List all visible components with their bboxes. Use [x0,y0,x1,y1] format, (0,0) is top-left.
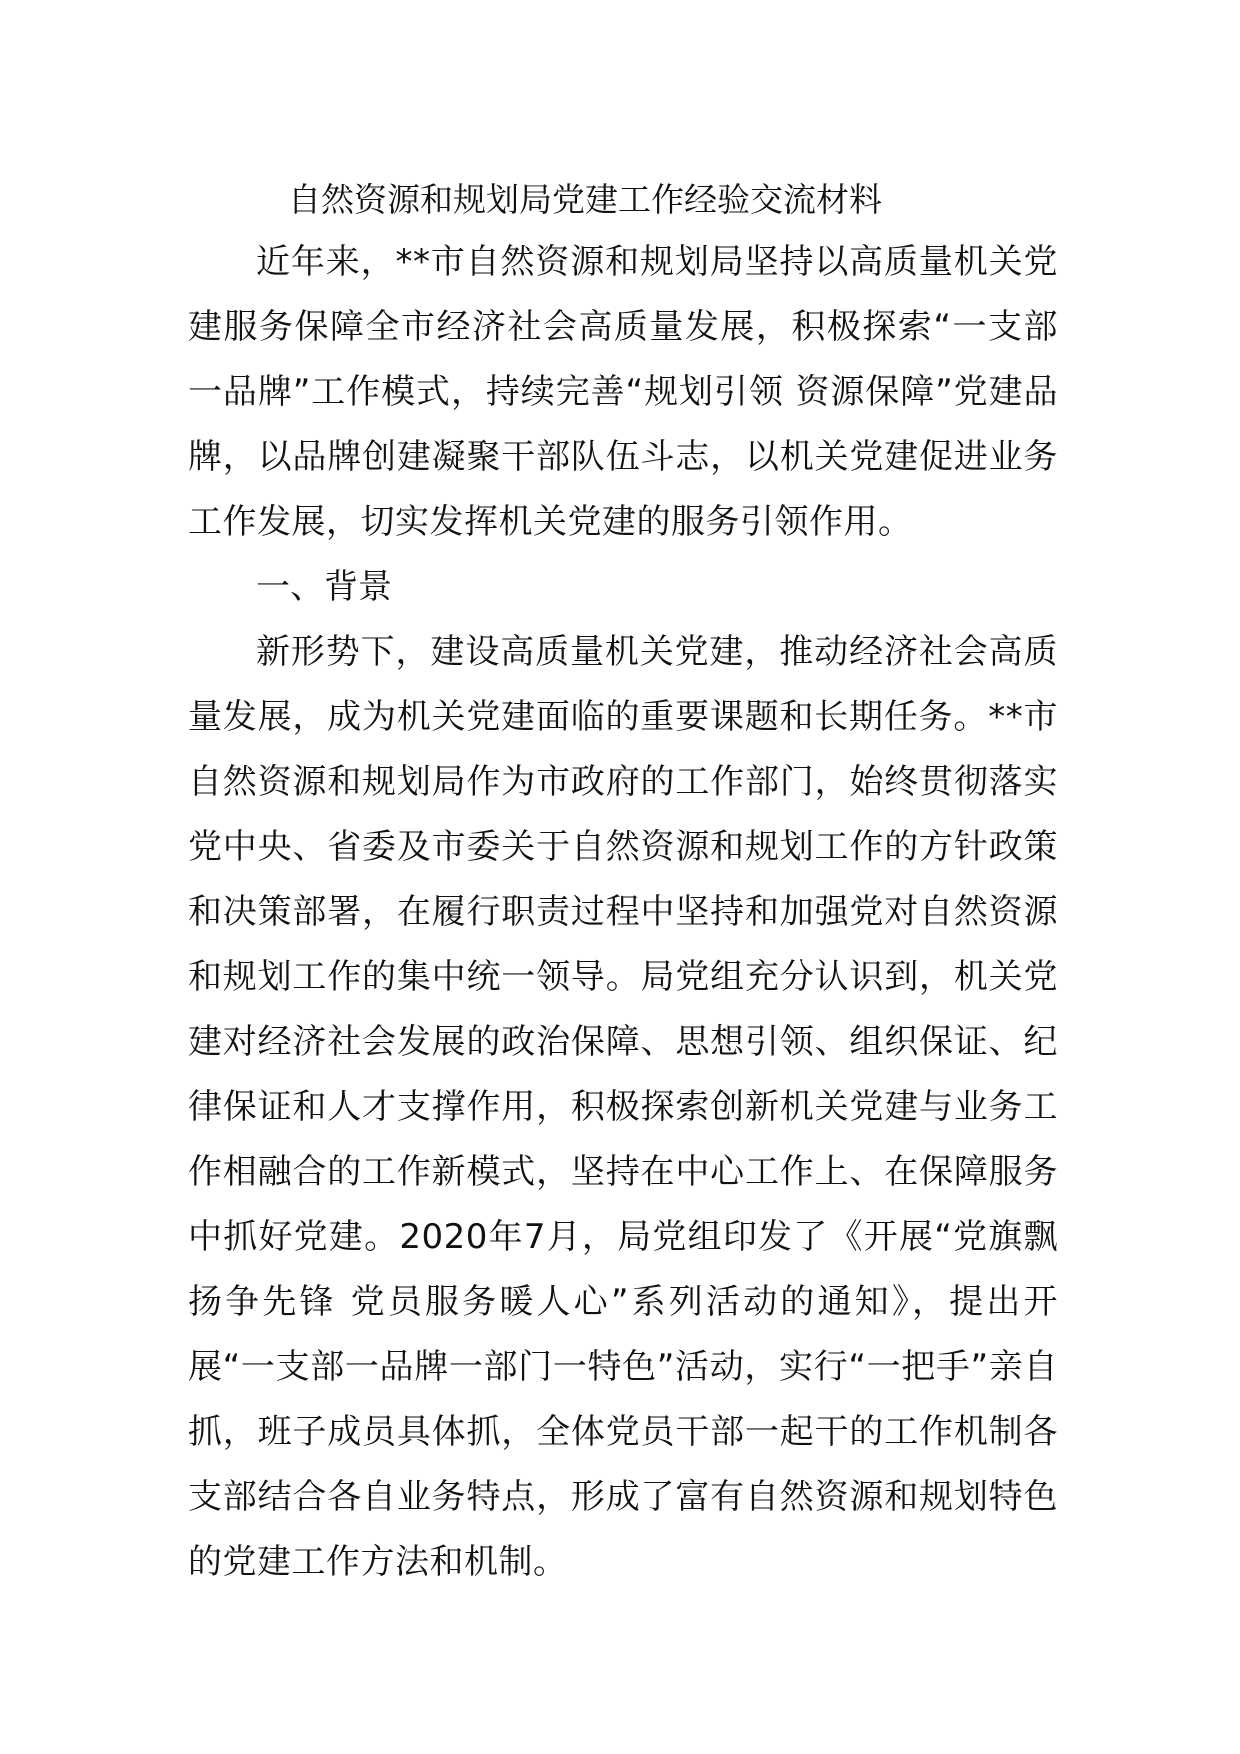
document-body [188,170,1058,1595]
document-title: 自然资源和规划局党建工作经验交流材料 [288,180,882,219]
section-heading: 一、背景 [256,567,392,607]
intro-paragraph: 近年来，**市自然资源和规划局坚持以高质量机关党建服务保障全市经济社会高质量发展，积极探索“一支部一品牌”工作模式，持续完善“规划引领 资源保障”党建品牌，以品牌创建凝聚干部队伍斗志，以机关党建促进业务工作发展，切实发挥机关党建的服务引领作用。 [188,242,1058,542]
section-paragraph: 新形势下，建设高质量机关党建，推动经济社会高质量发展，成为机关党建面临的重要课题和长期任务。**市自然资源和规划局作为市政府的工作部门，始终贯彻落实党中央、省委及市委关于自然资源和规划工作的方针政策和决策部署，在履行职责过程中坚持和加强党对自然资源和规划工作的集中统一领导。局党组充分认识到，机关党建对经济社会发展的政治保障、思想引领、组织保证、纪律保证和人才支撑作用，积极探索创新机关党建与业务工作相融合的工作新模式，坚持在中心工作上、在保障服务中抓好党建。2020年7月，局党组印发了《开展“党旗飘扬争先锋 党员服务暖人心”系列活动的通知》，提出开展“一支部一品牌一部门一特色”活动，实行“一把手”亲自抓，班子成员具体抓，全体党员干部一起干的工作机制各支部结合各自业务特点，形成了富有自然资源和规划特色的党建工作方法和机制。 [188,632,1058,1582]
